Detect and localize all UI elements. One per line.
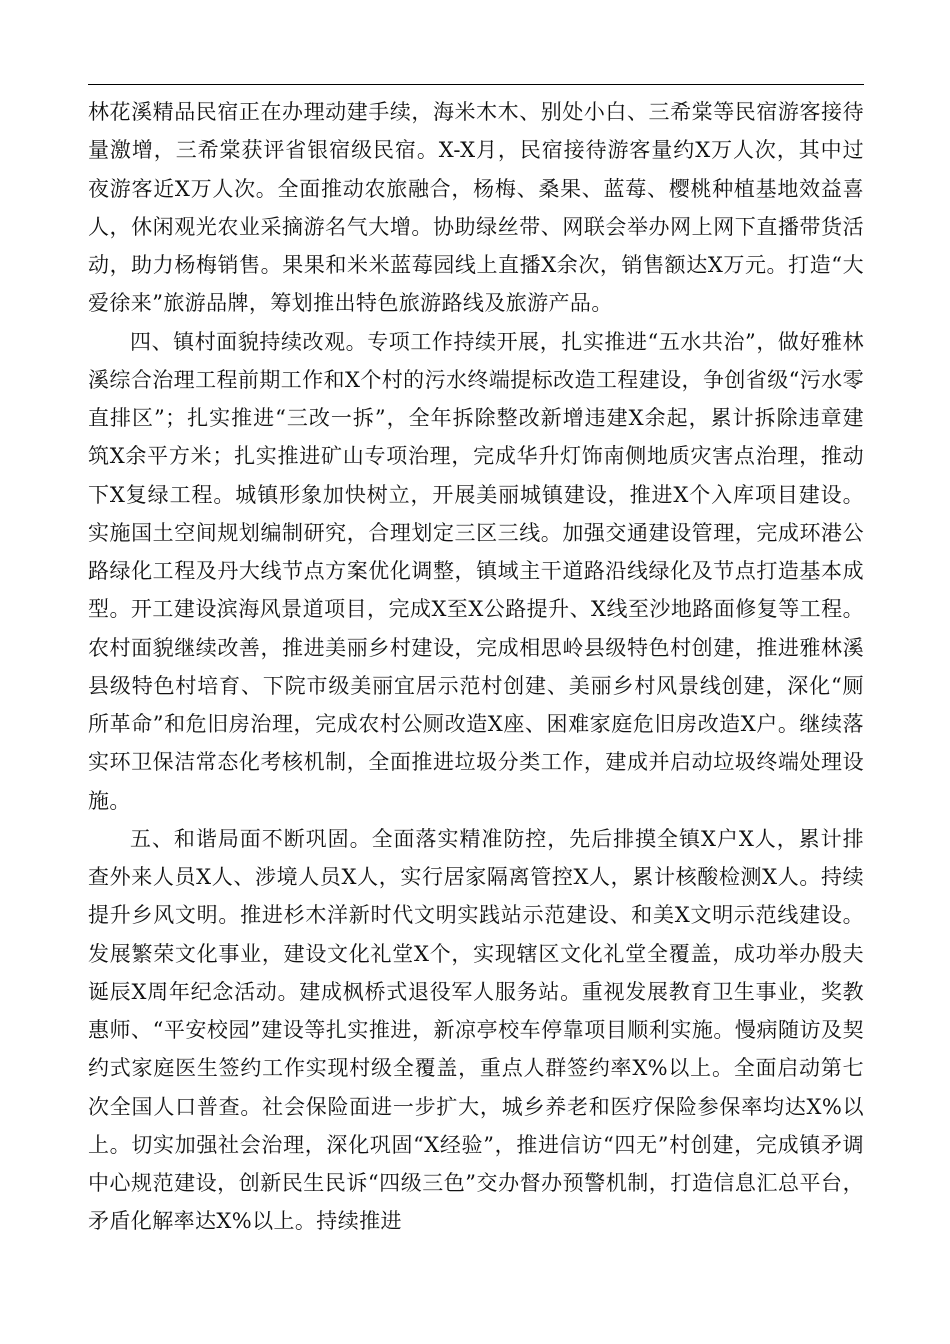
paragraph-section-five: 五、和谐局面不断巩固。全面落实精准防控，先后排摸全镇X户X人，累计排查外来人员X人、涉境人员X人，实行居家隔离管控X人，累计核酸检测X人。持续提升乡风文明。推进杉木洋新时代文明实践站示范建设、和美X文明示范线建设。发展繁荣文化事业，建设文化礼堂X个，实现辖区文化礼堂全覆盖，成功举办殷夫诞辰X周年纪念活动。建成枫桥式退役军人服务站。重视发展教育卫生事业，奖教惠师、“平安校园”建设等扎实推进，新凉亭校车停靠项目顺利实施。慢病随访及契约式家庭医生签约工作实现村级全覆盖，重点人群签约率X%以上。全面启动第七次全国人口普查。社会保险面进一步扩大，城乡养老和医疗保险参保率均达X%以上。切实加强社会治理，深化巩固“X经验”，推进信访“四无”村创建，完成镇矛调中心规范建设，创新民生民诉“四级三色”交办督办预警机制，打造信息汇总平台，矛盾化解率达X%以上。持续推进 bbox=[88, 826, 864, 1234]
header-rule bbox=[88, 84, 864, 85]
paragraph-continuation: 林花溪精品民宿正在办理动建手续，海米木木、别处小白、三希棠等民宿游客接待量激增，三希棠获评省银宿级民宿。X-X月，民宿接待游客量约X万人次，其中过夜游客近X万人次。全面推动农旅融合，杨梅、桑果、蓝莓、樱桃种植基地效益喜人，休闲观光农业采摘游名气大增。协助绿丝带、网联会举办网上网下直播带货活动，助力杨梅销售。果果和米米蓝莓园线上直播X余次，销售额达X万元。打造“大爱徐来”旅游品牌，筹划推出特色旅游路线及旅游产品。 bbox=[88, 100, 864, 316]
document-body bbox=[88, 93, 864, 1241]
paragraph-section-four: 四、镇村面貌持续改观。专项工作持续开展，扎实推进“五水共治”，做好雅林溪综合治理工程前期工作和X个村的污水终端提标改造工程建设，争创省级“污水零直排区”；扎实推进“三改一拆”，全年拆除整改新增违建X余起，累计拆除违章建筑X余平方米；扎实推进矿山专项治理，完成华升灯饰南侧地质灾害点治理，推动下X复绿工程。城镇形象加快树立，开展美丽城镇建设，推进X个入库项目建设。实施国土空间规划编制研究，合理划定三区三线。加强交通建设管理，完成环港公路绿化工程及丹大线节点方案优化调整，镇域主干道路沿线绿化及节点打造基本成型。开工建设滨海风景道项目，完成X至X公路提升、X线至沙地路面修复等工程。农村面貌继续改善，推进美丽乡村建设，完成相思岭县级特色村创建，推进雅林溪县级特色村培育、下院市级美丽宜居示范村创建、美丽乡村风景线创建，深化“厕所革命”和危旧房治理，完成农村公厕改造X座、困难家庭危旧房改造X户。继续落实环卫保洁常态化考核机制，全面推进垃圾分类工作，建成并启动垃圾终端处理设施。 bbox=[88, 329, 864, 813]
